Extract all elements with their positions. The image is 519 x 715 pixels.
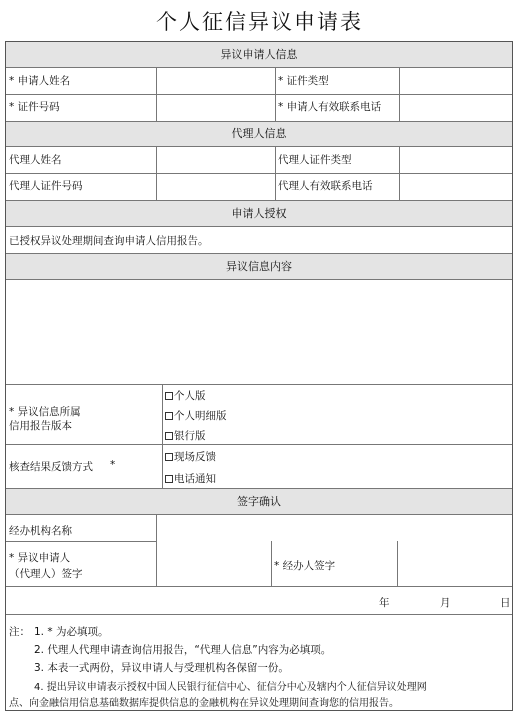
- checkbox-icon: [165, 453, 173, 461]
- option-onsite-feedback[interactable]: 现场反馈: [165, 449, 216, 464]
- divider: [6, 384, 512, 385]
- objection-content-area[interactable]: [6, 280, 512, 384]
- application-form: [5, 41, 513, 711]
- section-signature: 签字确认: [6, 489, 512, 514]
- note-3: 3. 本表一式两份，异议申请人与受理机构各保留一份。: [34, 662, 289, 674]
- divider: [6, 146, 512, 147]
- date-day: 日: [500, 597, 511, 609]
- divider: [6, 94, 512, 95]
- applicant-signature-label-2: （代理人）签字: [9, 568, 83, 580]
- divider: [271, 541, 272, 586]
- report-version-label-1: * 异议信息所属: [9, 406, 81, 418]
- divider: [156, 67, 157, 121]
- checkbox-icon: [165, 392, 173, 400]
- agent-phone-label: 代理人有效联系电话: [278, 180, 373, 192]
- divider: [275, 67, 276, 121]
- divider: [6, 67, 512, 68]
- divider: [399, 67, 400, 121]
- applicant-id-number-label: * 证件号码: [9, 101, 60, 113]
- divider: [6, 226, 512, 227]
- section-objection-content: 异议信息内容: [6, 254, 512, 279]
- divider: [6, 614, 512, 615]
- page-title: 个人征信异议申请表: [156, 10, 363, 34]
- option-personal[interactable]: 个人版: [165, 388, 206, 403]
- divider: [6, 173, 512, 174]
- divider: [156, 514, 157, 586]
- date-year: 年: [379, 597, 390, 609]
- divider: [162, 384, 163, 488]
- feedback-required-mark: *: [110, 459, 116, 471]
- divider: [6, 514, 512, 515]
- divider: [397, 541, 398, 586]
- applicant-name-label: * 申请人姓名: [9, 75, 71, 87]
- option-personal-detail[interactable]: 个人明细版: [165, 408, 227, 423]
- checkbox-icon: [165, 475, 173, 483]
- divider: [6, 541, 156, 542]
- divider: [275, 146, 276, 200]
- notes-prefix: 注：: [9, 626, 30, 638]
- section-agent-info: 代理人信息: [6, 122, 512, 146]
- handler-signature-label: * 经办人签字: [274, 560, 336, 572]
- applicant-phone-label: * 申请人有效联系电话: [278, 101, 382, 113]
- agent-id-number-label: 代理人证件号码: [9, 180, 83, 192]
- divider: [6, 586, 512, 587]
- option-bank[interactable]: 银行版: [165, 428, 206, 443]
- authorization-text: 已授权异议处理期间查询申请人信用报告。: [9, 235, 209, 247]
- divider: [156, 146, 157, 200]
- checkbox-icon: [165, 412, 173, 420]
- divider: [399, 146, 400, 200]
- org-name-label: 经办机构名称: [9, 525, 72, 537]
- applicant-signature-label-1: * 异议申请人: [9, 552, 71, 564]
- section-authorization: 申请人授权: [6, 201, 512, 226]
- date-month: 月: [440, 597, 451, 609]
- feedback-label: 核查结果反馈方式: [9, 461, 93, 473]
- note-2: 2. 代理人代理申请查询信用报告，“代理人信息”内容为必填项。: [34, 644, 332, 656]
- agent-id-type-label: 代理人证件类型: [278, 154, 352, 166]
- note-1: 1. * 为必填项。: [34, 626, 109, 638]
- divider: [6, 444, 512, 445]
- report-version-label-2: 信用报告版本: [9, 420, 72, 432]
- option-phone-notice[interactable]: 电话通知: [165, 471, 216, 486]
- note-4-line2: 点、向金融信用信息基础数据库提供信息的金融机构在异议处理期间查询您的信用报告。: [9, 698, 399, 709]
- applicant-id-type-label: * 证件类型: [278, 75, 329, 87]
- note-4-line1: 4. 提出异议申请表示授权中国人民银行征信中心、征信分中心及辖内个人征信异议处理网: [34, 682, 427, 693]
- agent-name-label: 代理人姓名: [9, 154, 62, 166]
- checkbox-icon: [165, 432, 173, 440]
- section-applicant-info: 异议申请人信息: [6, 42, 512, 67]
